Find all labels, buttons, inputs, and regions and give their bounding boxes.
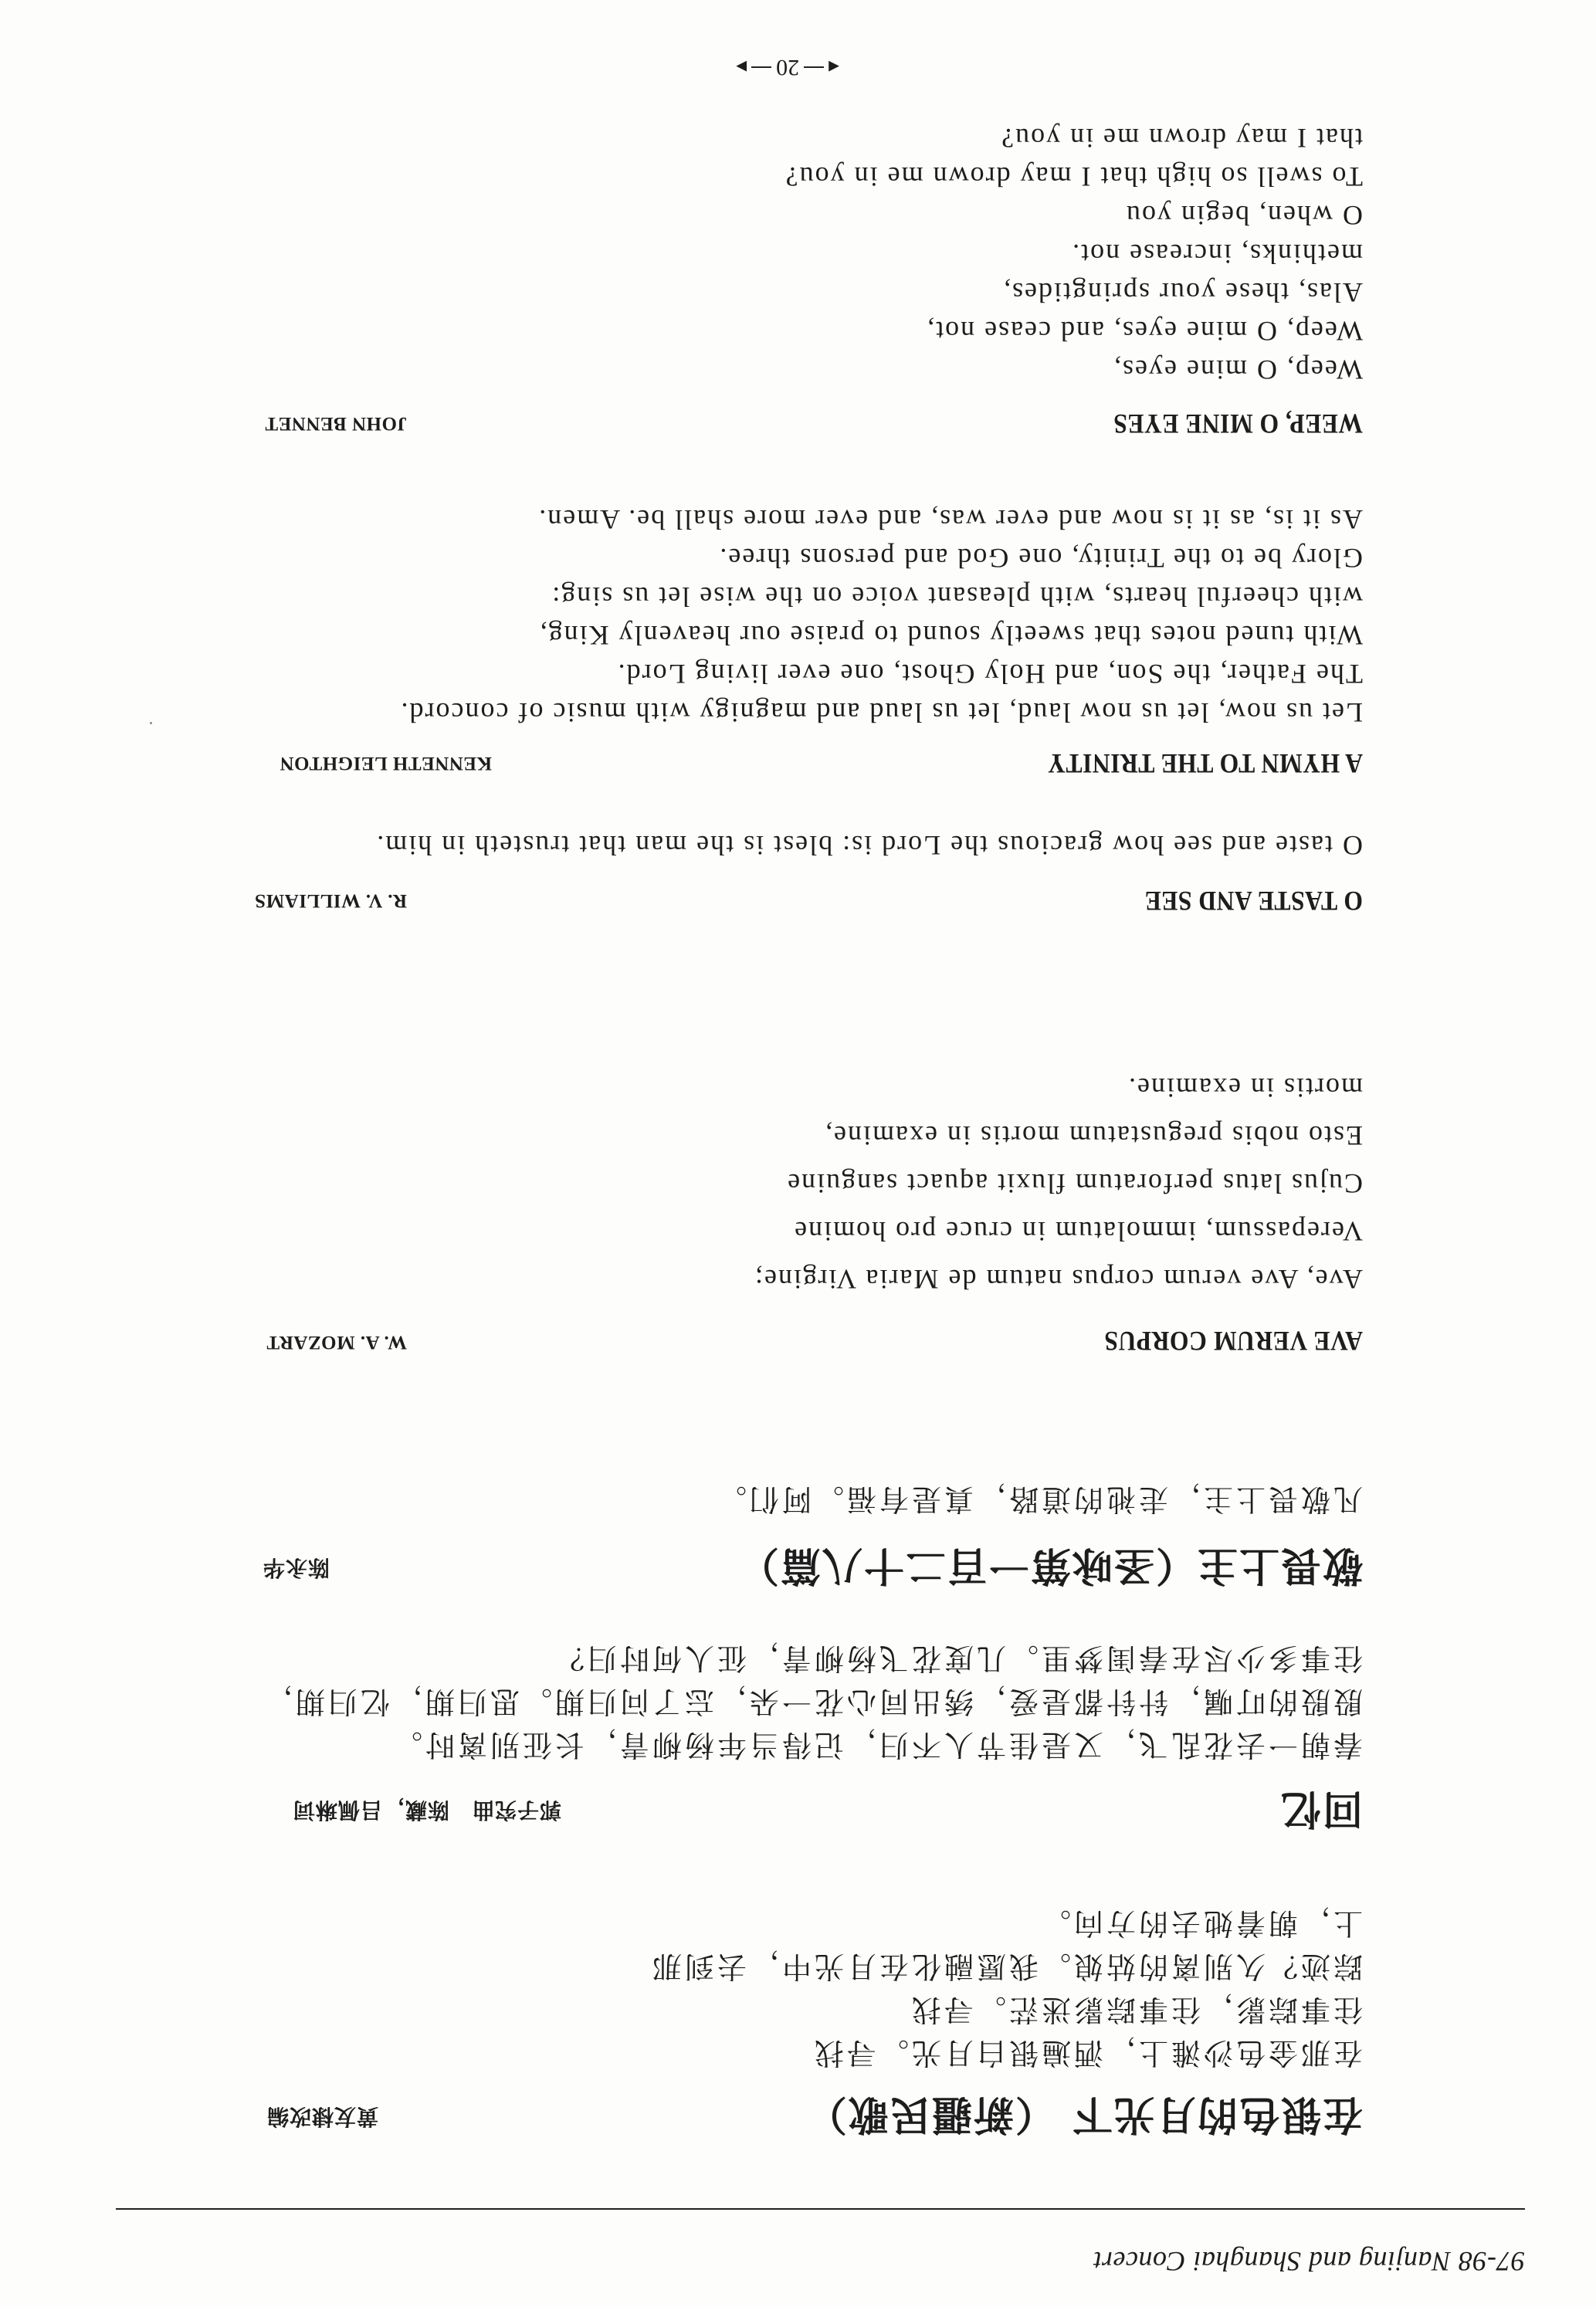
song-lyrics [282, 1478, 1363, 1521]
page-number [736, 54, 839, 80]
lyric-line: with cheerful hearts, with pleasant voice on the wise let us sing: [551, 581, 1363, 612]
song-credit: 陈永华 [262, 1555, 330, 1580]
song-title: O TASTE AND SEE [1144, 886, 1363, 916]
lyric-line: Verepassum, immolatum in cruce pro homine [793, 1216, 1363, 1247]
song-title: AVE VERUM CORPUS [1103, 1326, 1363, 1357]
song-credit: 郭子究曲 陈藏，吕佩琳词 [292, 1797, 561, 1823]
song-lyrics [784, 119, 1363, 389]
song-credit: JOHN BENNET [264, 413, 407, 434]
lyric-line: 往事多少尽在春闺梦里。几度花飞杨柳青，征人何时归？ [551, 1641, 1363, 1675]
lyric-line: To swell so high that I may drown me in you? [784, 161, 1363, 192]
lyric-line: that I may drown me in you? [1000, 123, 1363, 154]
lyric-line: 凡敬畏上主，走祂的道路，真是有福。阿们。 [713, 1482, 1363, 1516]
song-title: 回忆 [1279, 1785, 1363, 1831]
song-title: A HYMN TO THE TRINITY [1047, 748, 1363, 779]
song-credit: 黄友棣改编 [266, 2104, 378, 2129]
lyric-line: methinks, increase not. [1071, 239, 1363, 269]
lyric-line: 在那金色沙滩上，洒遍银白月光。寻找 [811, 2036, 1363, 2070]
song-credit: W. A. MOZART [266, 1332, 407, 1353]
paper-speck [150, 722, 152, 724]
song-lyrics [375, 826, 1363, 865]
running-header: 97-98 Nanjing and Shanghai Concert [1093, 2246, 1525, 2277]
left-arrow-icon: ◀ [828, 59, 839, 76]
lyric-line: Ave, Ave verum corpus natum de Maria Virgine; [754, 1264, 1363, 1295]
lyric-line: 春朝一去花乱飞，又是佳节人不归，记得当年杨柳青，长征别离时。 [389, 1728, 1363, 1762]
song-lyrics [259, 1637, 1363, 1767]
lyric-line: Weep, O mine eyes, [1113, 354, 1363, 385]
lyric-line: O when, begin you [1125, 200, 1363, 231]
lyric-line: With tuned notes that sweetly sound to praise our heavenly King, [538, 620, 1363, 651]
lyric-line: Cujus latus perforatum fluxit aquact sanguine [786, 1168, 1363, 1199]
song-lyrics [282, 1902, 1363, 2075]
lyric-line: 踪迹？久别离的姑娘。我愿融化在月光中，去到那 [649, 1950, 1363, 1983]
lyric-line: Weep, O mine eyes, and cease not, [926, 316, 1363, 347]
right-arrow-icon: ▶ [736, 59, 747, 76]
song-title: 敬畏上主（圣咏第一百二十八篇） [737, 1542, 1363, 1588]
song-credit: R. V. WILLIAMS [254, 890, 407, 911]
lyric-line: Esto nobis pregustatum mortis in examine, [824, 1120, 1363, 1151]
page-number-dash [804, 66, 824, 68]
lyric-line: mortis in examine. [1127, 1072, 1363, 1103]
lyric-line: 殷殷的叮嘱，针针都是爱，绣出同心花一朵，忘了问归期。思归期，忆归期， [259, 1685, 1363, 1719]
song-lyrics [754, 1069, 1363, 1299]
lyric-line: O taste and see how gracious the Lord is: blest is the man that trusteth in him. [375, 830, 1363, 861]
lyric-line: As it is, as it is now and ever was, and ever more shall be. Amen. [537, 504, 1363, 535]
lyric-line: Let us now, let us now laud, let us laud and magnigy with music of concord. [399, 697, 1363, 728]
header-rule [116, 2208, 1525, 2210]
lyric-line: Glory be to the Trinity, one God and persons three. [718, 543, 1363, 574]
lyric-line: 往事踪影，往事踪影迷茫。寻找 [908, 1993, 1363, 2027]
page-number-dash [751, 66, 771, 68]
song-title: 在银色的月光下 （新疆民歌） [805, 2091, 1363, 2137]
lyric-line: 上，朝着她去的方向。 [1038, 1906, 1363, 1940]
lyric-line: The Father, the Son, and Holy Ghost, one ever living Lord. [616, 659, 1363, 689]
song-lyrics [400, 500, 1363, 732]
song-credit: KENNETH LEIGHTON [280, 753, 492, 774]
page-number-value: 20 [776, 55, 800, 80]
song-title: WEEP, O MINE EYES [1113, 408, 1363, 439]
lyric-line: Alas, these your springtides, [1002, 277, 1363, 308]
